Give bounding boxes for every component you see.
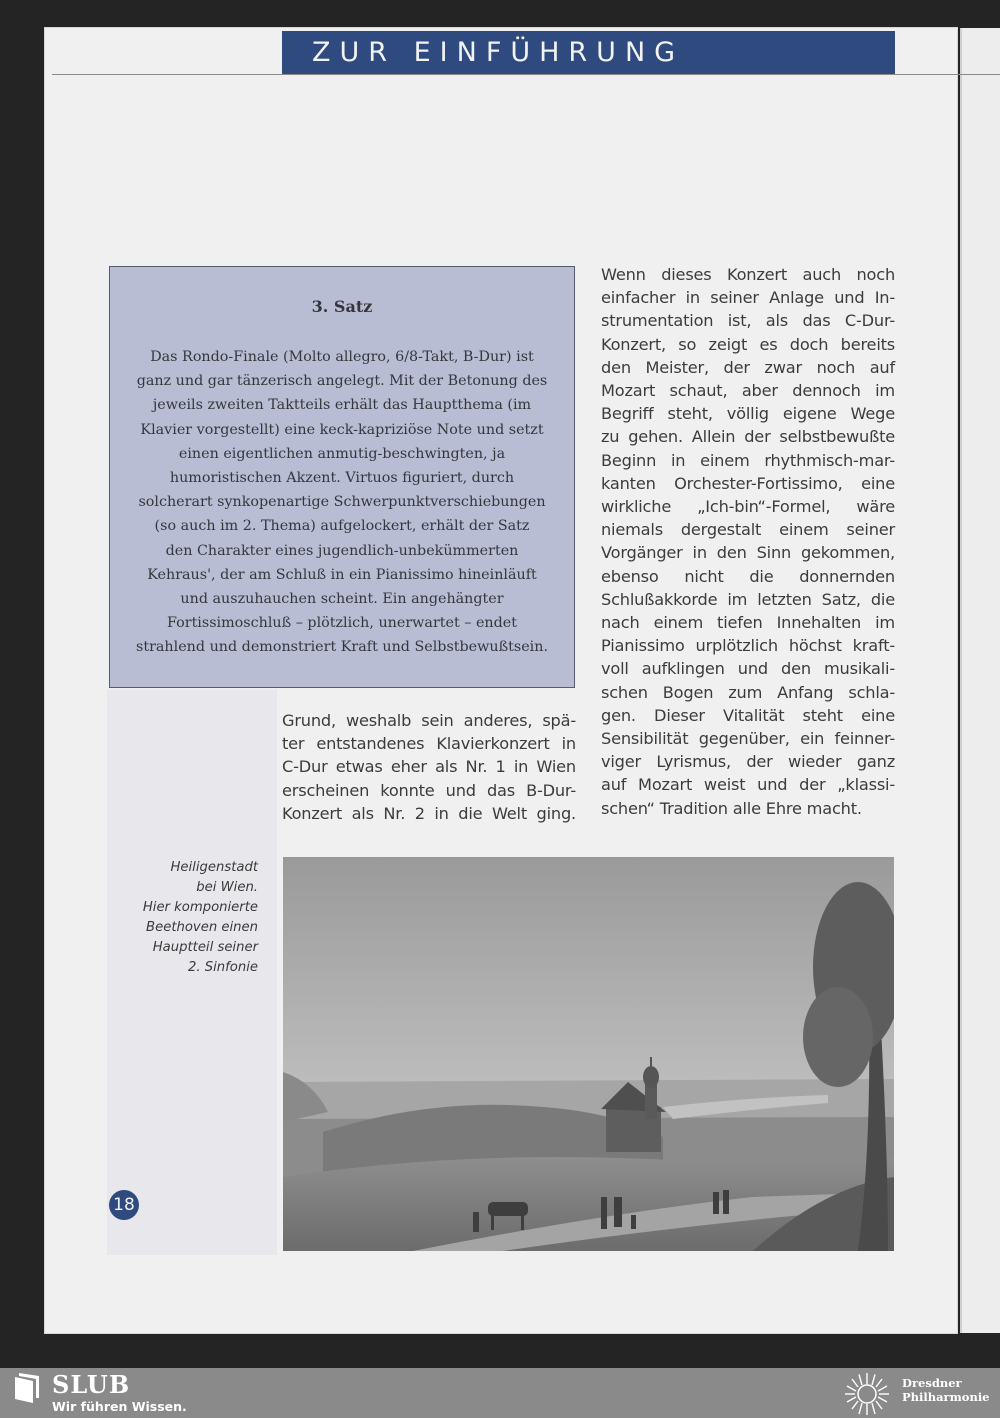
section-title: ZUR EINFÜHRUNG xyxy=(282,31,895,74)
text-line: Konzert als Nr. 2 in die Welt ging. xyxy=(282,803,576,823)
text-line: nach einem tiefen Innehalten im xyxy=(601,613,895,633)
header-rule xyxy=(52,74,1000,75)
infobox-line: jeweils zweiten Taktteils erhält das Hauptthema (im xyxy=(152,397,532,414)
text-line: erscheinen konnte und das B-Dur- xyxy=(282,780,576,800)
infobox-body xyxy=(130,345,554,660)
caption-line: Hier komponierte xyxy=(142,900,258,915)
text-line: Sensibilität gegenüber, ein feinner- xyxy=(601,729,895,749)
dresdner-philharmonie-brand[interactable] xyxy=(902,1376,990,1404)
slub-tagline: Wir führen Wissen. xyxy=(52,1399,187,1414)
text-line: Konzert, so zeigt es doch bereits xyxy=(601,334,895,354)
text-line: ebenso nicht die donnernden xyxy=(601,566,895,586)
text-line: ter entstandenes Klavierkonzert in xyxy=(282,734,576,754)
infobox-line: Kehraus', der am Schluß in ein Pianissimo hineinläuft xyxy=(147,566,537,583)
text-line: Wenn dieses Konzert auch noch xyxy=(601,265,895,284)
infobox-line: humoristischen Akzent. Virtuos figuriert, durch xyxy=(169,470,515,487)
caption-line: bei Wien. xyxy=(196,880,258,895)
caption-line: Heiligenstadt xyxy=(170,860,258,875)
slub-brand[interactable]: SLUB xyxy=(52,1370,131,1399)
text-line: einfacher in seiner Anlage und In- xyxy=(601,288,895,308)
text-line: viger Lyrismus, der wieder ganz xyxy=(601,752,895,772)
tree-crown-2 xyxy=(803,987,873,1087)
right-column-text xyxy=(601,263,895,820)
brand-line-2: Philharmonie xyxy=(902,1390,990,1404)
brand-line-1: Dresdner xyxy=(902,1376,962,1390)
infobox-title: 3. Satz xyxy=(311,297,373,316)
infobox-line: Klavier vorgestellt) eine keck-kapriziöse Note und setzt xyxy=(140,421,544,438)
text-line: gen. Dieser Vitalität steht eine xyxy=(601,705,895,725)
text-line: schen“ Tradition alle Ehre macht. xyxy=(601,798,862,818)
footer-bar xyxy=(0,1368,1000,1418)
text-line: Beginn in einem rhythmisch-mar- xyxy=(601,450,895,470)
page-number-badge: 18 xyxy=(109,1190,139,1220)
caption-line: 2. Sinfonie xyxy=(187,960,258,975)
text-line: Vorgänger in den Sinn gekommen, xyxy=(601,543,895,563)
infobox-line: strahlend und demonstriert Kraft und Selbstbewußtsein. xyxy=(135,639,549,656)
text-line: wirkliche „Ich-bin“-Formel, wäre xyxy=(601,497,895,517)
infobox-line: und auszuhauchen scheint. Ein angehängter xyxy=(180,591,504,608)
movement-infobox xyxy=(109,266,575,688)
slub-book-icon xyxy=(13,1373,41,1403)
sky xyxy=(283,857,894,1087)
text-line: Grund, weshalb sein anderes, spä- xyxy=(282,711,576,730)
heiligenstadt-engraving xyxy=(283,857,894,1251)
caption-line: Hauptteil seiner xyxy=(152,940,258,955)
infobox-line: einen eigentlichen anmutig-beschwingten, ja xyxy=(178,445,506,462)
onion-dome xyxy=(643,1066,659,1088)
text-line: kanten Orchester-Fortissimo, eine xyxy=(601,473,895,493)
text-line: strumentation ist, als das C-Dur- xyxy=(601,311,895,331)
infobox-line: Fortissimoschluß – plötzlich, unerwartet – endet xyxy=(166,615,517,632)
dresdner-philharmonie-logo-icon xyxy=(842,1371,892,1417)
text-line: schen Bogen zum Anfang schla- xyxy=(601,682,895,702)
infobox-line: solcherart synkopenartige Schwerpunktverschiebungen xyxy=(138,494,546,511)
text-line: Schlußakkorde im letzten Satz, die xyxy=(601,589,895,609)
text-line: Begriff steht, völlig eigene Wege xyxy=(601,404,895,424)
next-page-edge xyxy=(960,28,1000,1333)
infobox-line: (so auch im 2. Thema) aufgelockert, erhält der Satz xyxy=(154,518,530,535)
text-line: zu gehen. Allein der selbstbewußte xyxy=(601,427,895,447)
middle-column-text xyxy=(282,709,576,825)
infobox-line: den Charakter eines jugendlich-unbekümmerten xyxy=(165,542,519,559)
text-line: Pianissimo urplötzlich höchst kraft- xyxy=(601,636,895,656)
caption-line: Beethoven einen xyxy=(146,920,258,935)
text-line: C-Dur etwas eher als Nr. 1 in Wien xyxy=(282,757,576,777)
infobox-line: Das Rondo-Finale (Molto allegro, 6/8-Takt, B-Dur) ist xyxy=(150,349,534,365)
infobox-line: ganz und gar tänzerisch angelegt. Mit der Betonung des xyxy=(136,373,548,390)
text-line: niemals dergestalt einem seiner xyxy=(601,520,895,540)
text-line: voll aufklingen und den musikali- xyxy=(601,659,895,679)
text-line: auf Mozart weist und der „klassi- xyxy=(601,775,895,795)
text-line: Mozart schaut, aber dennoch im xyxy=(601,381,895,401)
text-line: den Meister, der zwar noch auf xyxy=(601,357,895,377)
image-caption xyxy=(110,858,258,978)
